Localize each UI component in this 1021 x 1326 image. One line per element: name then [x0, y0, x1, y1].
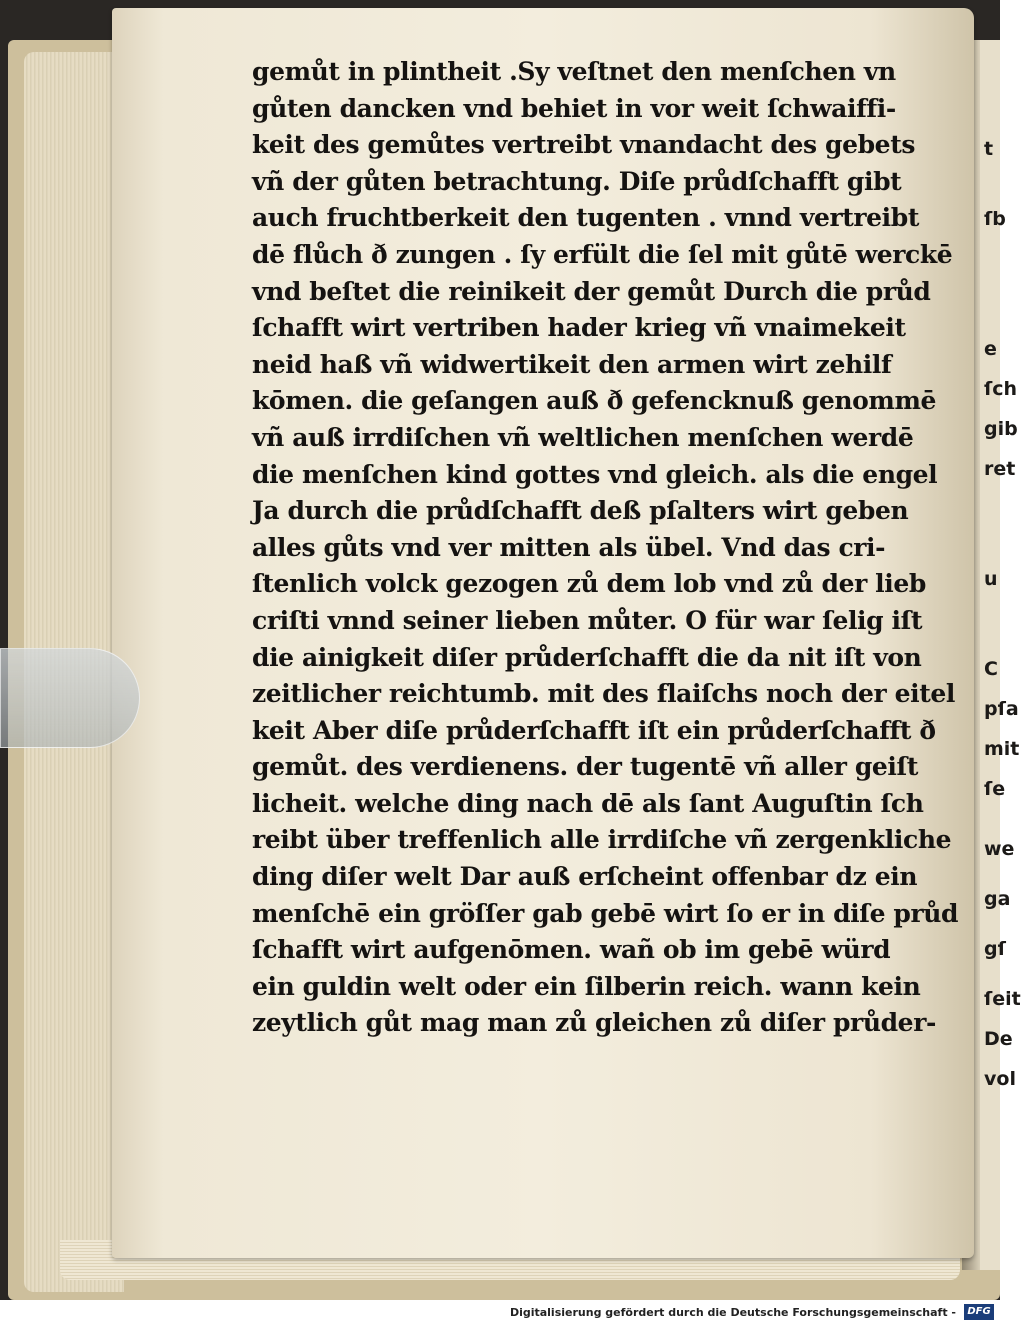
facing-page-fragment: ſb: [984, 208, 1006, 230]
text-line: vnd beſtet die reinikeit der gemůt Durch die průd: [252, 276, 931, 306]
facing-page-fragment: De: [984, 1028, 1013, 1050]
page-text-block: [252, 54, 959, 1042]
facing-page-fragment: vol: [984, 1068, 1016, 1090]
text-line: reibt über treffenlich alle irrdiſche vñ zergenkliche: [252, 825, 952, 855]
facing-page-fragment: pſa: [984, 698, 1019, 720]
facing-page-fragment: mit: [984, 738, 1020, 760]
text-line: auch fruchtberkeit den tugenten . vnnd vertreibt: [252, 203, 919, 233]
text-line: kōmen. die geſangen auß ð gefencknuß genommē: [252, 386, 937, 416]
facing-page-fragment: ſch: [984, 378, 1018, 400]
text-line: neid haß vñ widwertikeit den armen wirt zehilf: [252, 349, 892, 379]
text-line: zeytlich gůt mag man zů gleichen zů diſer průder-: [252, 1008, 936, 1038]
text-line: ein guldin welt oder ein ſilberin reich. wann kein: [252, 971, 921, 1001]
funding-credit: Digitalisierung gefördert durch die Deutsche Forschungsgemeinschaft -: [509, 1306, 956, 1319]
text-line: dē flůch ð zungen . ſy erfült die ſel mit gůtē werckē: [252, 239, 953, 269]
facing-page-fragment: t: [984, 138, 994, 160]
text-line: vñ auß irrdiſchen vñ weltlichen menſchen werdē: [252, 422, 914, 452]
text-line: Ja durch die průdſchafft deß pſalters wirt geben: [252, 496, 909, 526]
dfg-logo: DFG: [964, 1304, 994, 1320]
page-clip: [0, 648, 140, 748]
text-line: ſtenlich volck gezogen zů dem lob vnd zů der lieb: [252, 569, 926, 599]
text-line: gemůt. des verdienens. der tugentē vñ aller geiſt: [252, 752, 919, 782]
facing-page-fragment: ſeit: [984, 988, 1021, 1010]
text-line: ſchafft wirt vertriben hader krieg vñ vnaimekeit: [252, 313, 906, 343]
text-line: ſchafft wirt aufgenōmen. wañ ob im gebē würd: [252, 935, 891, 965]
text-line: vñ der gůten betrachtung. Diſe průdſchafft gibt: [252, 166, 902, 196]
facing-page-fragment: u: [984, 568, 998, 590]
text-line: licheit. welche ding nach dē als ſant Auguſtin ſch: [252, 788, 924, 818]
facing-page-fragment: ret: [984, 458, 1016, 480]
text-line: alles gůts vnd ver mitten als übel. Vnd das cri-: [252, 532, 886, 562]
text-line: gůten dancken vnd behiet in vor weit ſchwaiffi-: [252, 93, 896, 123]
text-line: gemůt in plintheit .Sy veſtnet den menſchen vn: [252, 57, 896, 86]
text-line: criſti vnnd seiner lieben můter. O für war ſelig iſt: [252, 605, 923, 635]
text-line: keit Aber diſe průderſchafft iſt ein průderſchafft ð: [252, 715, 936, 745]
facing-page-fragment: we: [984, 838, 1015, 860]
text-line: die menſchen kind gottes vnd gleich. als die engel: [252, 459, 938, 489]
facing-page-fragment: gſ: [984, 938, 1006, 960]
facing-page-fragment: ſe: [984, 778, 1006, 800]
facing-page-fragment: e: [984, 338, 997, 360]
facing-page-fragment: C: [984, 658, 998, 680]
text-line: zeitlicher reichtumb. mit des flaiſchs noch der eitel: [252, 679, 955, 709]
facing-page-fragment: ga: [984, 888, 1011, 910]
text-line: keit des gemůtes vertreibt vnandacht des gebets: [252, 130, 916, 160]
text-line: die ainigkeit diſer průderſchafft die da nit iſt von: [252, 642, 922, 672]
text-line: menſchē ein gröſſer gab gebē wirt ſo er in diſe průd: [252, 898, 959, 928]
facing-page-fragment: gib: [984, 418, 1018, 440]
footer-bar: [0, 1300, 1000, 1326]
text-line: ding diſer welt Dar auß erſcheint offenbar dz ein: [252, 862, 918, 892]
